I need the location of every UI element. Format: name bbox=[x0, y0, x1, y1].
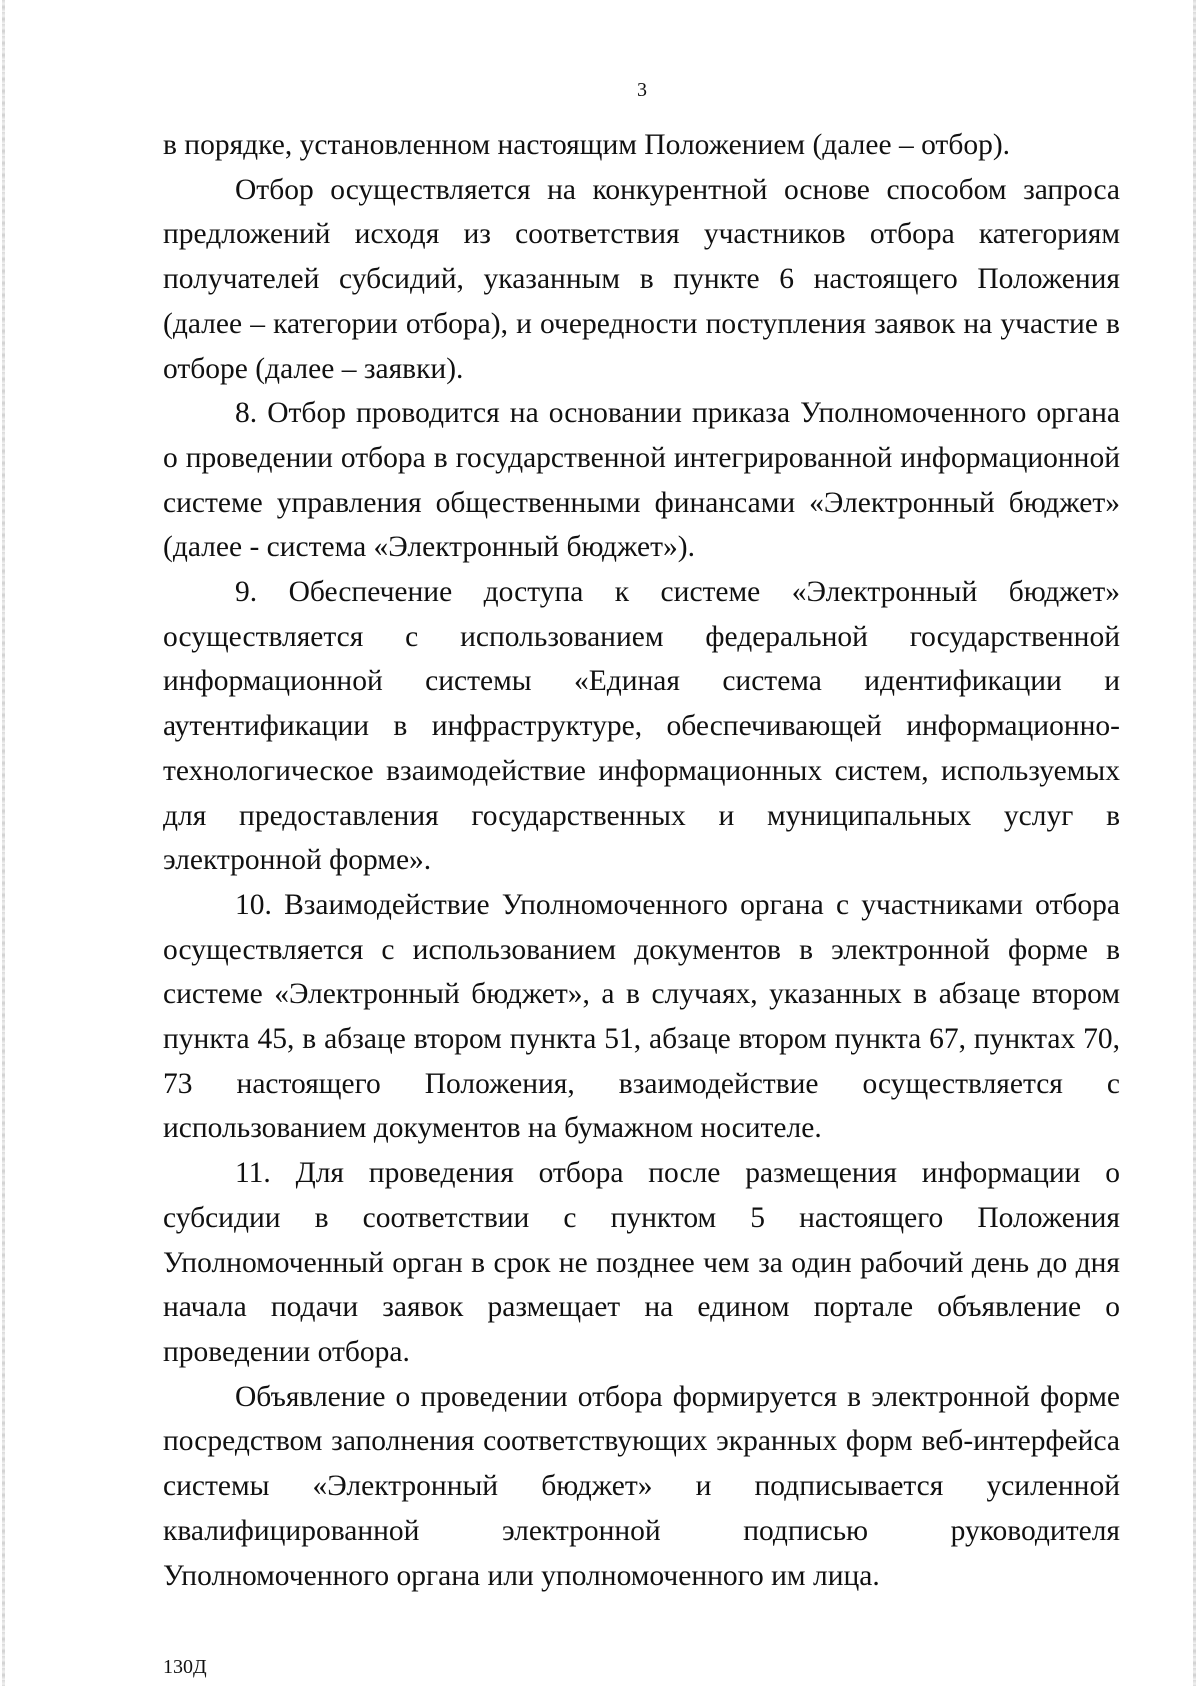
paragraph-item-8: 8. Отбор проводится на основании приказа Уполномоченного органа о проведении отбора в государственной интегрированной информационной системе управления общественными финансами «Электронный бюджет» (далее - система «Электронный бюджет»). bbox=[163, 397, 1120, 564]
scan-edge-left bbox=[2, 0, 5, 1686]
footer-document-code: 130Д bbox=[163, 1656, 207, 1678]
paragraph-selection-method: Отбор осуществляется на конкурентной основе способом запроса предложений исходя из соответствия участников отбора категориям получателей субсидий, указанным в пункте 6 настоящего Положения (далее – категории отбора), и очередности поступления заявок на участие в отборе (далее – заявки). bbox=[163, 173, 1120, 385]
page-number: 3 bbox=[637, 79, 647, 101]
paragraph-item-9: 9. Обеспечение доступа к системе «Электронный бюджет» осуществляется с использованием федеральной государственной информационной системы «Единая система идентификации и аутентификации в инфраструктуре, обеспечивающей информационно-технологическое взаимодействие информационных систем, используемых для предоставления государственных и муниципальных услуг в электронной форме». bbox=[163, 576, 1120, 877]
document-body bbox=[163, 123, 1120, 1598]
paragraph-announcement: Объявление о проведении отбора формируется в электронной форме посредством заполнения соответствующих экранных форм веб-интерфейса системы «Электронный бюджет» и подписывается усиленной квалифицированной электронной подписью руководителя Уполномоченного органа или уполномоченного им лица. bbox=[163, 1380, 1120, 1592]
paragraph-continuation: в порядке, установленном настоящим Положением (далее – отбор). bbox=[163, 129, 1011, 161]
scan-edge-right bbox=[1193, 0, 1196, 1686]
paragraph-item-11: 11. Для проведения отбора после размещения информации о субсидии в соответствии с пунктом 5 настоящего Положения Уполномоченный орган в срок не позднее чем за один рабочий день до дня начала подачи заявок размещает на едином портале объявление о проведении отбора. bbox=[163, 1157, 1120, 1368]
paragraph-item-10: 10. Взаимодействие Уполномоченного органа с участниками отбора осуществляется с использованием документов в электронной форме в системе «Электронный бюджет», а в случаях, указанных в абзаце втором пункта 45, в абзаце втором пункта 51, абзаце втором пункта 67, пунктах 70, 73 настоящего Положения, взаимодействие осуществляется с использованием документов на бумажном носителе. bbox=[163, 888, 1120, 1145]
